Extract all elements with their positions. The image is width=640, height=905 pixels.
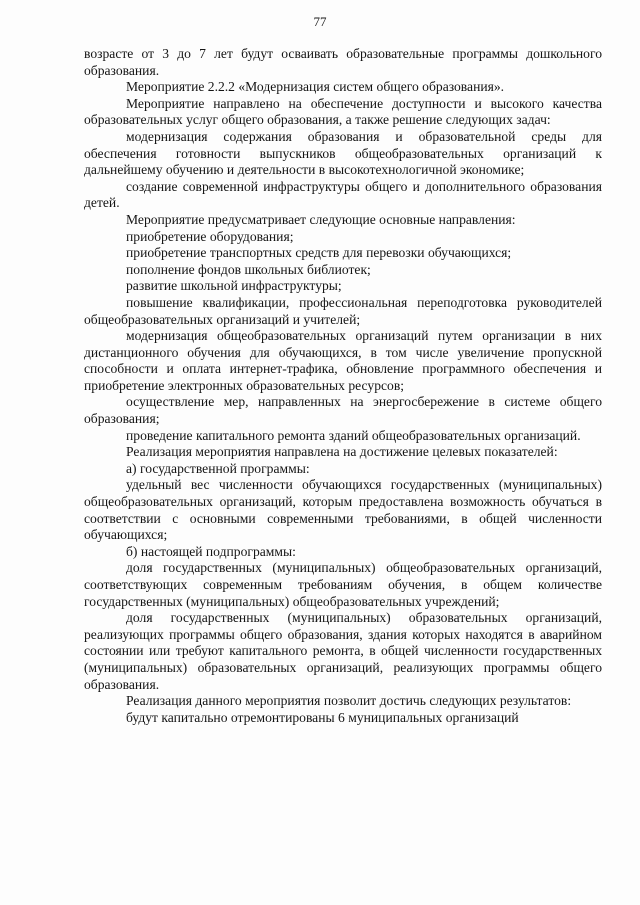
paragraph-8: приобретение транспортных средств для перевозки обучающихся; — [126, 245, 512, 261]
paragraph-15: Реализация мероприятия направлена на достижение целевых показателей: — [126, 444, 558, 460]
paragraph-4: модернизация содержания образования и образовательной среды для обеспечения готовности выпускников общеобразовательных организаций к дальнейшему обучению и деятельности в высокотехнологичной экономике; — [84, 128, 602, 178]
paragraph-20: доля государственных (муниципальных) образовательных организаций, реализующих программы общего образования, здания которых находятся в аварийном состоянии или требуют капитального ремонта, в общей численности государственных (муниципальных) образовательных организаций, реализующих программы общего образования. — [84, 610, 602, 692]
paragraph-3: Мероприятие направлено на обеспечение доступности и высокого качества образовательных услуг общего образования, а также решение следующих задач: — [84, 95, 602, 128]
paragraph-14: проведение капитального ремонта зданий общеобразовательных организаций. — [126, 427, 581, 443]
paragraph-12: модернизация общеобразовательных организаций путем организации в них дистанционного обучения для обучающихся, в том числе увеличение пропускной способности и оплата интернет-трафика, обновление программного обеспечения и приобретение электронных образовательных ресурсов; — [84, 328, 602, 393]
paragraph-18: б) настоящей подпрограммы: — [126, 543, 296, 559]
paragraph-7: приобретение оборудования; — [126, 228, 294, 244]
paragraph-17: удельный вес численности обучающихся государственных (муниципальных) общеобразовательных организаций, которым предоставлена возможность обучаться в соответствии с основными современными требованиями, в общей численности обучающихся; — [84, 477, 602, 543]
paragraph-9: пополнение фондов школьных библиотек; — [126, 261, 371, 277]
paragraph-1: возрасте от 3 до 7 лет будут осваивать образовательные программы дошкольного образования. — [84, 46, 602, 78]
paragraph-2: Мероприятие 2.2.2 «Модернизация систем общего образования». — [126, 79, 505, 95]
paragraph-16: а) государственной программы: — [126, 460, 310, 476]
paragraph-10: развитие школьной инфраструктуры; — [126, 278, 342, 294]
paragraph-22: будут капитально отремонтированы 6 муниципальных организаций — [126, 709, 519, 725]
paragraph-21: Реализация данного мероприятия позволит достичь следующих результатов: — [126, 693, 572, 709]
paragraph-5: создание современной инфраструктуры общего и дополнительного образования детей. — [84, 178, 602, 211]
paragraph-19: доля государственных (муниципальных) общеобразовательных организаций, соответствующих современным требованиям обучения, в общем количестве государственных (муниципальных) общеобразовательных учреждений; — [84, 560, 602, 609]
body-text — [84, 46, 602, 726]
paragraph-11: повышение квалификации, профессиональная переподготовка руководителей общеобразовательных организаций и учителей; — [84, 294, 602, 327]
paragraph-13: осуществление мер, направленных на энергосбережение в системе общего образования; — [84, 394, 602, 427]
page-number: 77 — [313, 14, 327, 29]
paragraph-6: Мероприятие предусматривает следующие основные направления: — [126, 211, 516, 227]
